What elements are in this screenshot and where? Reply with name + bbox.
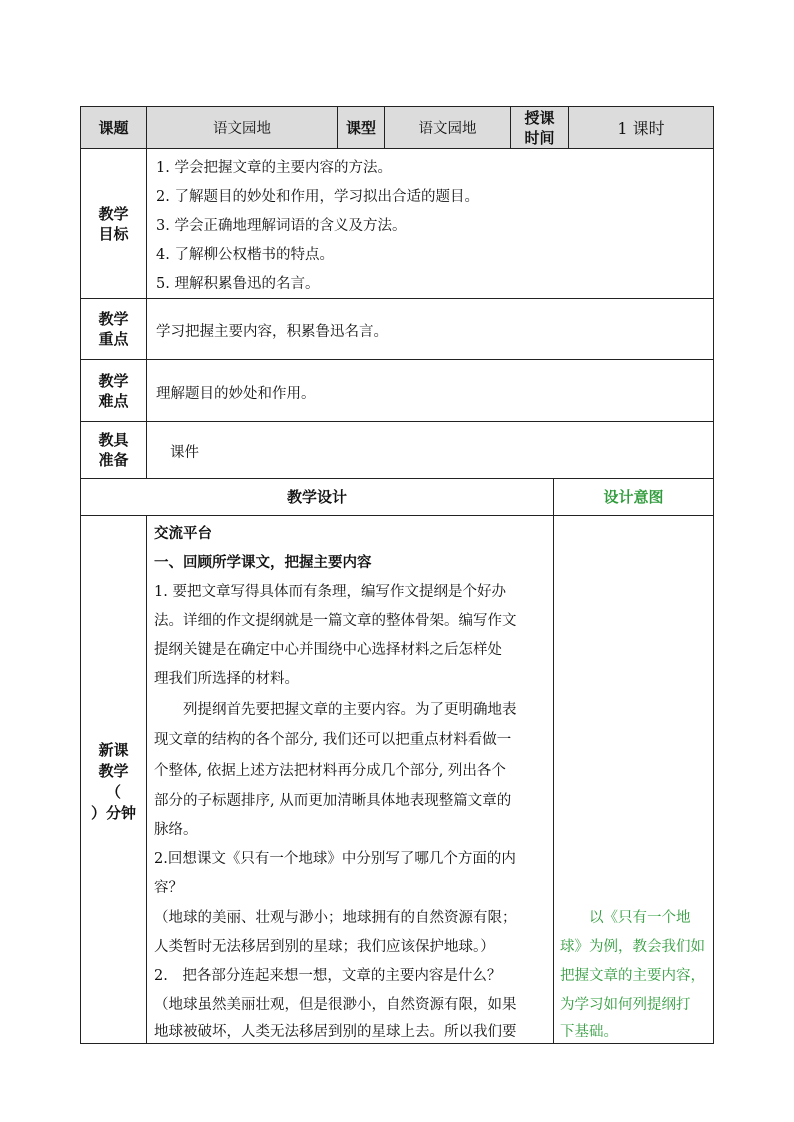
grid-line — [80, 421, 714, 422]
lesson-line: 1. 要把文章写得具体而有条理，编写作文提纲是个好办 — [154, 584, 506, 600]
lesson-line: 2.回想课文《只有一个地球》中分别写了哪几个方面的内 — [154, 851, 516, 867]
lesson-line: 个整体, 依据上述方法把材料再分成几个部分, 列出各个 — [154, 763, 506, 779]
lesson-label-line: 教学 — [98, 762, 129, 780]
difficulties-label — [81, 360, 146, 421]
lesson-line: 人类暂时无法移居到别的星球；我们应该保护地球。） — [154, 939, 495, 955]
lesson-heading: 交流平台 — [154, 526, 212, 542]
time-label-line: 授课 — [524, 108, 555, 127]
intent-line: 为学习如何列提纲打 — [560, 997, 691, 1013]
intent-line: 下基础。 — [560, 1024, 618, 1040]
lesson-line: 提纲关键是在确定中心并围绕中心选择材料之后怎样处 — [154, 642, 502, 658]
design-title: 教学设计 — [286, 488, 347, 506]
lesson-line: 2. 把各部分连起来想一想，文章的主要内容是什么？ — [154, 968, 502, 984]
subject-value: 语文园地 — [213, 121, 271, 137]
lesson-line: 容？ — [154, 880, 183, 896]
tools-label — [81, 422, 146, 478]
intent-line: 把握文章的主要内容， — [560, 968, 705, 984]
lesson-line: （地球的美丽、壮观与渺小；地球拥有的自然资源有限； — [154, 910, 517, 926]
lesson-line: 地球被破坏，人类无法移居到别的星球上去。所以我们要 — [154, 1024, 517, 1040]
goal-item: 3. 学会正确地理解词语的含义及方法。 — [156, 218, 407, 234]
lesson-line: 理我们所选择的材料。 — [154, 671, 299, 687]
key-points-label-line: 教学 — [98, 310, 129, 328]
time-value: 1 课时 — [617, 119, 665, 138]
difficulties-text: 理解题目的妙处和作用。 — [156, 386, 316, 402]
goals-label-line: 教学 — [98, 204, 129, 223]
goal-item: 4. 了解柳公权楷书的特点。 — [156, 247, 334, 263]
difficulties-label-line: 难点 — [98, 391, 129, 410]
lesson-line: 列提纲首先要把握文章的主要内容。为了更明确地表 — [154, 702, 517, 718]
lesson-label — [81, 740, 146, 824]
lesson-line: 法。详细的作文提纲就是一篇文章的整体骨架。编写作文 — [154, 613, 517, 629]
lesson-label-line: ）分钟 — [90, 804, 136, 822]
lesson-subheading: 一、回顾所学课文，把握主要内容 — [154, 555, 372, 571]
lesson-line: 部分的子标题排序, 从而更加清晰具体地表现整篇文章的 — [154, 793, 512, 809]
lesson-line: （地球虽然美丽壮观，但是很渺小，自然资源有限，如果 — [154, 997, 517, 1013]
type-value: 语文园地 — [418, 121, 477, 137]
grid-line — [80, 148, 714, 149]
key-points-label-line: 重点 — [98, 330, 129, 348]
intent-line: 球》为例，教会我们如 — [560, 939, 705, 955]
difficulties-label-line: 教学 — [98, 371, 129, 390]
grid-line — [146, 106, 147, 479]
tools-label-line: 准备 — [98, 451, 129, 469]
goal-item: 2. 了解题目的妙处和作用，学习拟出合适的题目。 — [156, 189, 479, 205]
grid-line — [80, 515, 714, 516]
grid-line — [553, 478, 554, 1044]
key-points-label — [81, 299, 146, 359]
lesson-line: 脉络。 — [154, 822, 198, 838]
goals-label-line: 目标 — [98, 224, 129, 243]
grid-line — [146, 515, 147, 1044]
intent-line: 以《只有一个地 — [560, 910, 691, 926]
goals-label — [81, 149, 146, 298]
key-points-text: 学习把握主要内容，积累鲁迅名言。 — [156, 324, 388, 340]
grid-line — [80, 1043, 714, 1044]
type-label: 课型 — [345, 118, 376, 137]
lesson-label-line: 新课 — [98, 741, 129, 759]
grid-line — [80, 298, 714, 299]
goal-item: 1. 学会把握文章的主要内容的方法。 — [156, 160, 392, 176]
lesson-label-line: （ — [105, 783, 121, 801]
tools-label-line: 教具 — [98, 431, 129, 449]
lesson-line: 现文章的结构的各个部分, 我们还可以把重点材料看做一 — [154, 732, 512, 748]
grid-line — [80, 359, 714, 360]
grid-line — [713, 106, 714, 1044]
time-label-line: 时间 — [524, 128, 555, 147]
intent-title: 设计意图 — [603, 488, 664, 506]
tools-text: 课件 — [170, 445, 199, 461]
goal-item: 5. 理解积累鲁迅的名言。 — [156, 276, 320, 292]
subject-label: 课题 — [98, 118, 129, 137]
time-label — [511, 107, 568, 148]
